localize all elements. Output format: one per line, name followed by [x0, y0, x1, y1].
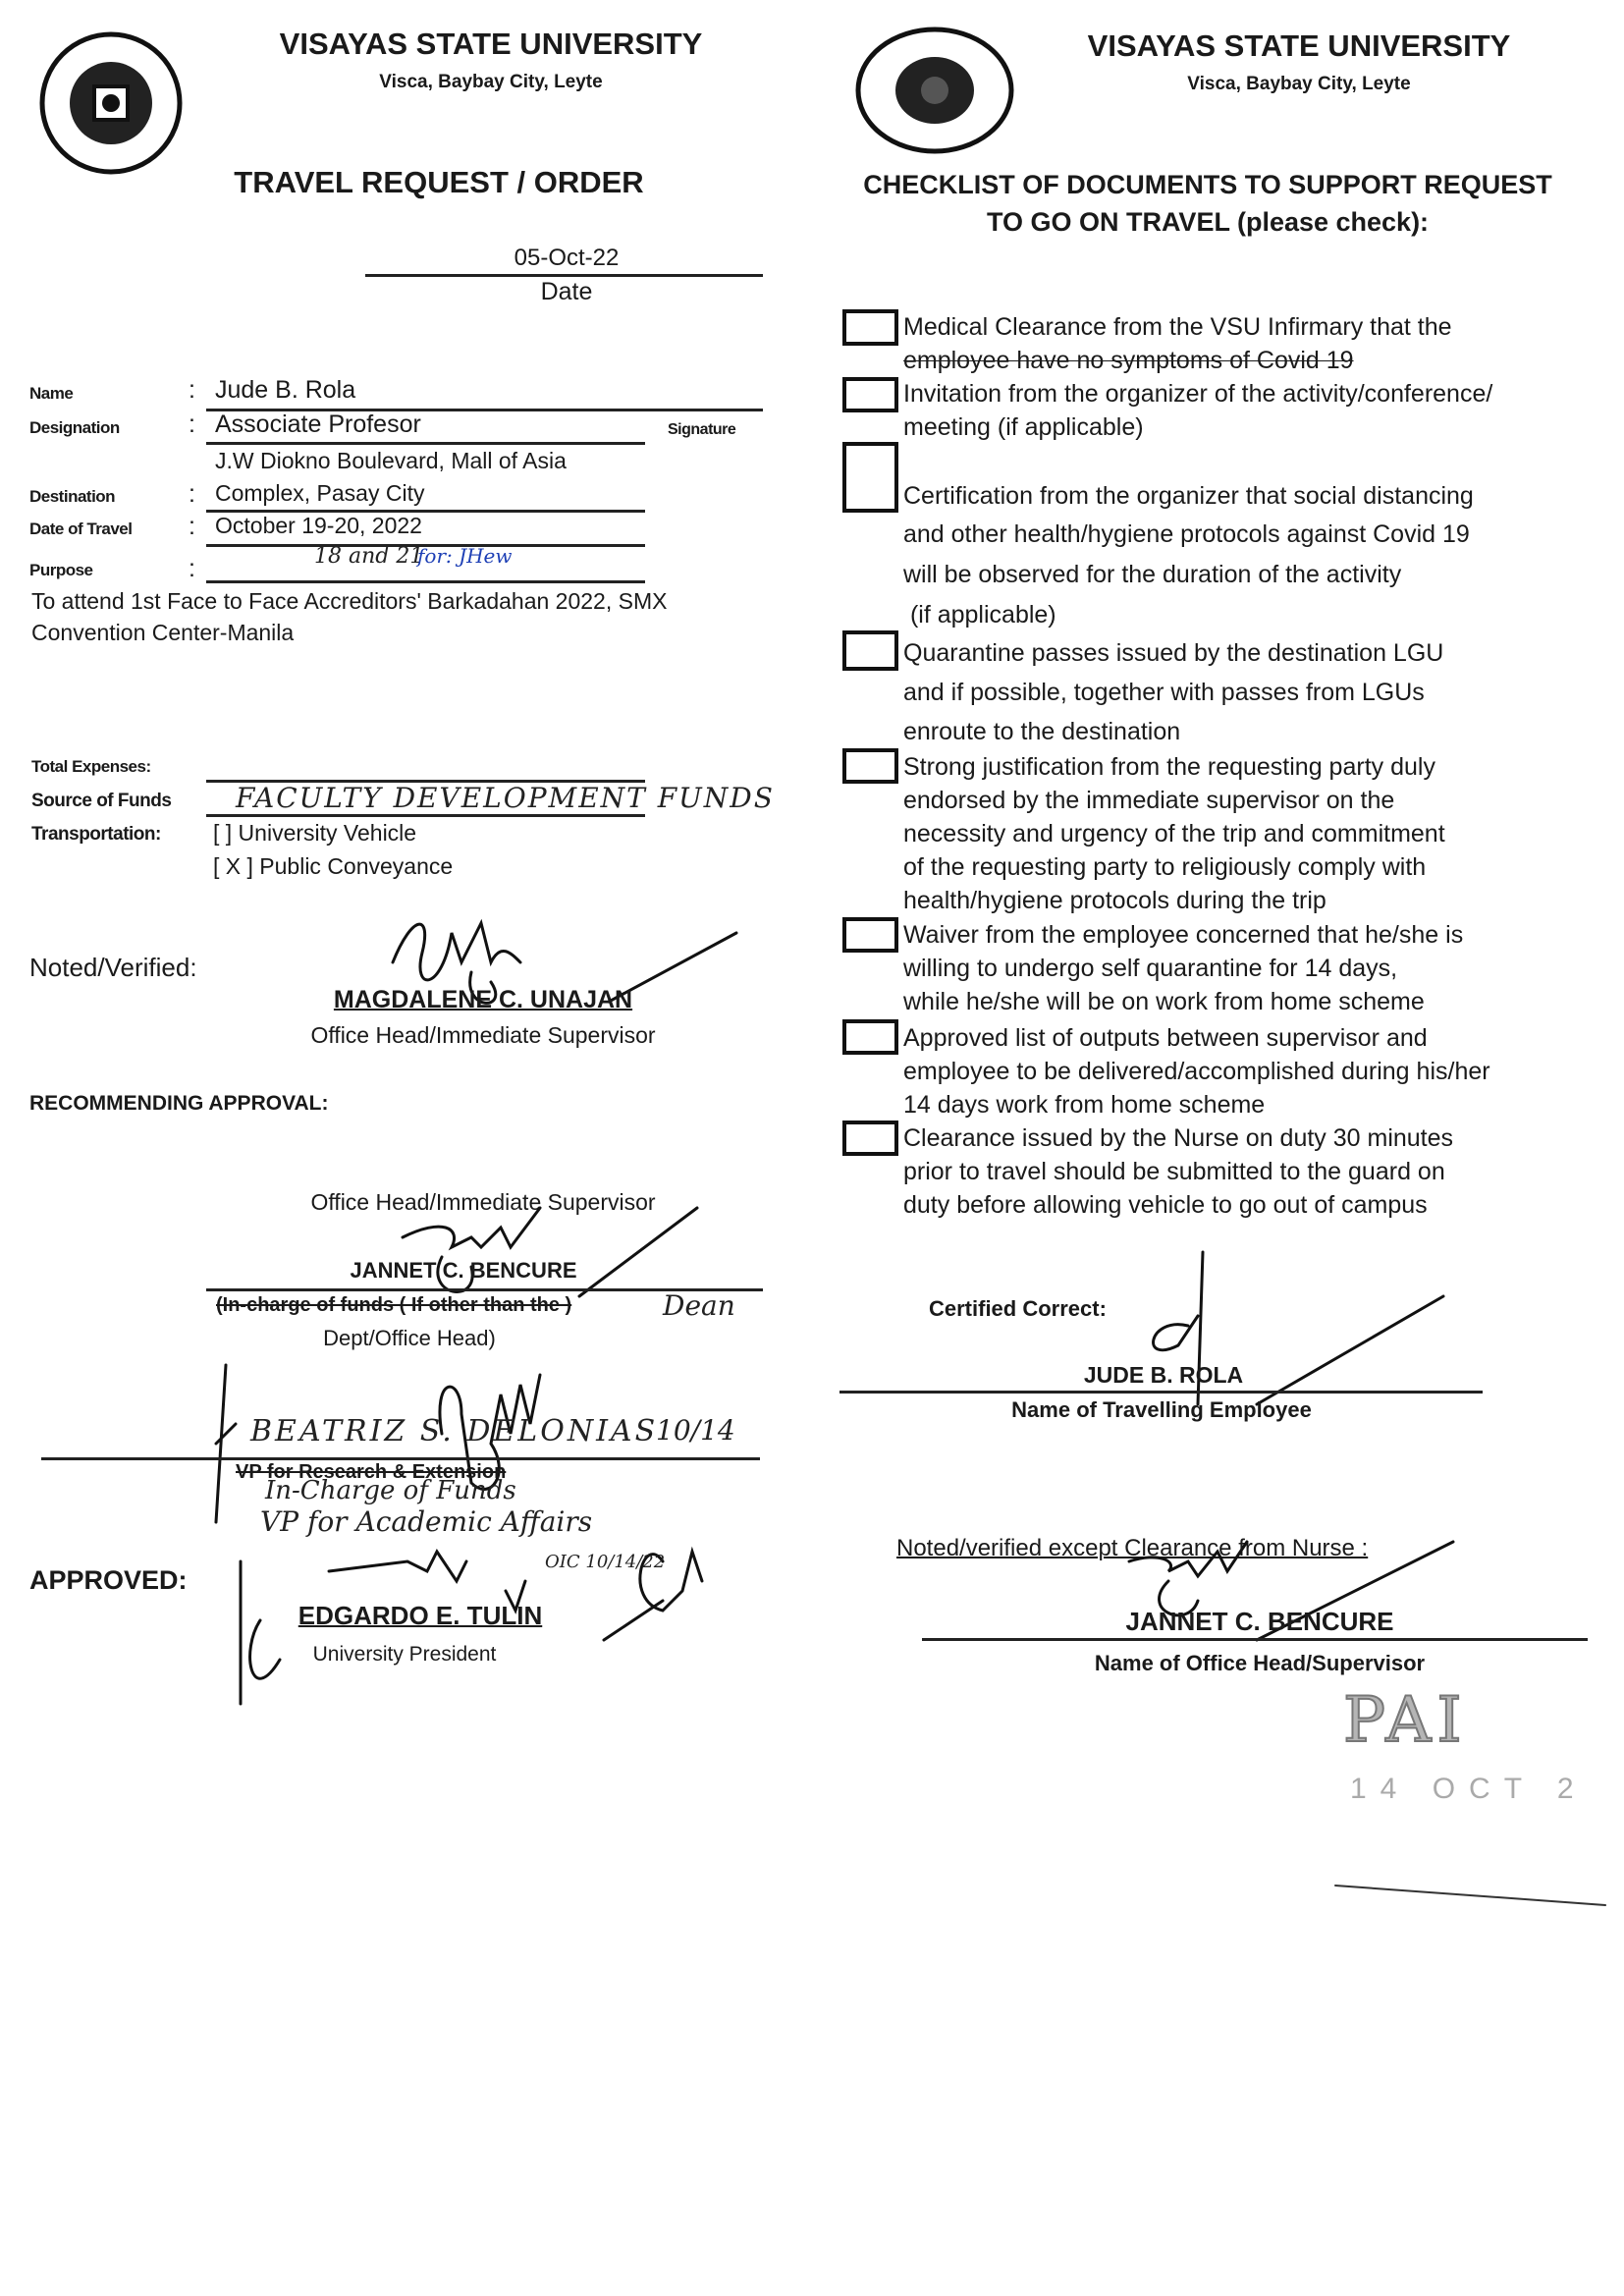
- received-stamp-date: 14 OCT 2: [1350, 1773, 1588, 1805]
- approved-name: EDGARDO E. TULIN: [298, 1601, 543, 1630]
- date-of-travel-handwritten-note: 18 and 21: [314, 544, 424, 569]
- date-of-travel-value: October 19-20, 2022: [215, 513, 422, 538]
- checklist-item-text: will be observed for the duration of the activity: [903, 561, 1402, 588]
- destination-label: Destination: [29, 487, 116, 506]
- option-university-vehicle: [ ] University Vehicle: [213, 820, 417, 846]
- checklist-item-text: willing to undergo self quarantine for 14 days,: [903, 955, 1398, 982]
- designation-value: Associate Profesor: [215, 410, 421, 438]
- checklist-item-text: employee to be delivered/accomplished during his/her: [903, 1058, 1490, 1085]
- recommending-name: JANNET C. BENCURE: [350, 1258, 577, 1283]
- checklist-item-text: and if possible, together with passes from LGUs: [903, 679, 1425, 706]
- date-of-travel-label: Date of Travel: [29, 519, 133, 538]
- checklist-item-text: Waiver from the employee concerned that he/she is: [903, 921, 1464, 949]
- purpose-text-line1: To attend 1st Face to Face Accreditors' Barkadahan 2022, SMX: [31, 588, 668, 614]
- vp-handwritten-role-line1: In-Charge of Funds: [265, 1476, 516, 1505]
- name-label: Name: [29, 384, 74, 403]
- transportation-label: Transportation:: [31, 824, 161, 845]
- recommending-handwritten-dean: Dean: [663, 1289, 735, 1322]
- checklist-item-text: (if applicable): [903, 601, 1056, 629]
- checklist-checkbox-3[interactable]: [842, 442, 898, 513]
- checklist-item-text: meeting (if applicable): [903, 413, 1144, 441]
- checklist-item-2: [903, 377, 1492, 444]
- vp-line: [41, 1457, 760, 1460]
- certified-correct-label: Certified Correct:: [929, 1296, 1107, 1321]
- recommending-approval-label: RECOMMENDING APPROVAL:: [29, 1092, 329, 1115]
- checklist-item-text: enroute to the destination: [903, 718, 1181, 745]
- designation-line: [206, 442, 645, 445]
- checklist-item-1: [903, 310, 1452, 377]
- checklist-title-line2: TO GO ON TRAVEL (please check):: [986, 207, 1430, 237]
- purpose-line: [206, 580, 645, 583]
- checklist-item-text: Medical Clearance from the VSU Infirmary that the: [903, 313, 1452, 341]
- certified-line: [839, 1391, 1483, 1394]
- checklist-item-text: Approved list of outputs between supervisor and: [903, 1024, 1428, 1052]
- noted-role: Office Head/Immediate Supervisor: [310, 1022, 656, 1048]
- checklist-item-8: [903, 1121, 1453, 1222]
- checklist-item-text: necessity and urgency of the trip and commitment: [903, 820, 1445, 847]
- checklist-checkbox-8[interactable]: [842, 1121, 898, 1156]
- vp-handwritten-name: BEATRIZ S. DELONIAS: [250, 1414, 659, 1449]
- checklist-item-text: Clearance issued by the Nurse on duty 30 minutes: [903, 1124, 1454, 1152]
- checklist-item-text: Certification from the organizer that social distancing: [903, 482, 1474, 510]
- left-university-name: VISAYAS STATE UNIVERSITY: [279, 27, 703, 61]
- checklist-item-text: health/hygiene protocols during the trip: [903, 887, 1326, 914]
- checklist-item-3: [903, 477, 1474, 634]
- date-of-travel-colon: :: [189, 513, 195, 540]
- date-of-travel-blue-initials: for: JHew: [417, 544, 513, 568]
- request-date-label: Date: [540, 278, 593, 305]
- right-university-name: VISAYAS STATE UNIVERSITY: [1087, 28, 1511, 63]
- checklist-item-text: duty before allowing vehicle to go out of campus: [903, 1191, 1428, 1219]
- checklist-item-text: endorsed by the immediate supervisor on the: [903, 787, 1395, 814]
- purpose-label: Purpose: [29, 561, 93, 579]
- certified-name: JUDE B. ROLA: [1083, 1362, 1244, 1388]
- total-expenses-label: Total Expenses:: [31, 757, 151, 776]
- vp-handwritten-date: 10/14: [656, 1414, 735, 1447]
- checklist-checkbox-1[interactable]: [842, 309, 898, 346]
- checklist-item-text: Strong justification from the requesting party duly: [903, 753, 1435, 781]
- destination-colon: :: [189, 480, 195, 508]
- approved-role: University President: [312, 1643, 497, 1666]
- destination-value-line1: J.W Diokno Boulevard, Mall of Asia: [215, 448, 567, 473]
- source-of-funds-label: Source of Funds: [31, 791, 172, 811]
- designation-label: Designation: [29, 418, 120, 437]
- certified-signature: [1110, 1247, 1463, 1414]
- approved-handwritten-note: OIC 10/14/22: [545, 1552, 666, 1572]
- stamp-line: [1335, 1881, 1610, 1910]
- checklist-item-text: and other health/hygiene protocols against Covid 19: [903, 520, 1470, 548]
- option-public-conveyance: [ X ] Public Conveyance: [213, 853, 454, 879]
- travel-request-title: TRAVEL REQUEST / ORDER: [234, 165, 644, 199]
- signature-label: Signature: [668, 421, 736, 438]
- name-colon: :: [189, 376, 195, 404]
- vp-handwritten-role-line2: VP for Academic Affairs: [260, 1505, 593, 1538]
- purpose-text-line2: Convention Center-Manila: [31, 620, 295, 645]
- left-university-address: Visca, Baybay City, Leyte: [379, 72, 603, 92]
- noted-verified-label: Noted/Verified:: [29, 953, 197, 982]
- right-noted-label: Noted/verified except Clearance from Nurse :: [896, 1535, 1369, 1561]
- checklist-item-4: [903, 633, 1443, 751]
- request-date-value: 05-Oct-22: [514, 245, 620, 271]
- checklist-item-text: employee have no symptoms of Covid 19: [903, 347, 1354, 374]
- checklist-item-text: 14 days work from home scheme: [903, 1091, 1266, 1119]
- checklist-item-7: [903, 1021, 1490, 1121]
- checklist-checkbox-6[interactable]: [842, 917, 898, 953]
- checklist-item-6: [903, 918, 1463, 1018]
- left-university-seal: [37, 29, 185, 177]
- approved-label: APPROVED:: [29, 1565, 188, 1595]
- checklist-checkbox-7[interactable]: [842, 1019, 898, 1055]
- received-stamp: PAI: [1343, 1684, 1468, 1757]
- designation-colon: :: [189, 410, 195, 438]
- checklist-title-line1: CHECKLIST OF DOCUMENTS TO SUPPORT REQUEST: [863, 170, 1552, 199]
- source-of-funds-value: FACULTY DEVELOPMENT FUNDS: [236, 782, 775, 814]
- recommending-role-bottom: Dept/Office Head): [323, 1326, 496, 1350]
- checklist-item-text: of the requesting party to religiously comply with: [903, 853, 1427, 881]
- checklist-checkbox-4[interactable]: [842, 630, 898, 671]
- purpose-colon: :: [189, 555, 195, 582]
- date-line: [365, 274, 763, 277]
- right-university-seal: [854, 27, 1016, 154]
- name-value: Jude B. Rola: [215, 376, 356, 404]
- checklist-item-text: Invitation from the organizer of the activity/conference/: [903, 380, 1493, 408]
- noted-name: MAGDALENE C. UNAJAN: [333, 986, 633, 1013]
- checklist-checkbox-5[interactable]: [842, 748, 898, 784]
- checklist-checkbox-2[interactable]: [842, 377, 898, 412]
- right-noted-role: Name of Office Head/Supervisor: [1094, 1651, 1426, 1675]
- checklist-item-text: Quarantine passes issued by the destination LGU: [903, 639, 1444, 667]
- checklist-item-text: prior to travel should be submitted to the guard on: [903, 1158, 1445, 1185]
- destination-value-line2: Complex, Pasay City: [215, 480, 425, 506]
- right-noted-name: JANNET C. BENCURE: [1125, 1607, 1394, 1636]
- vp-struck-role: VP for Research & Extension: [236, 1461, 507, 1483]
- checklist-item-text: while he/she will be on work from home scheme: [903, 988, 1425, 1015]
- checklist-item-5: [903, 750, 1445, 917]
- right-university-address: Visca, Baybay City, Leyte: [1187, 74, 1411, 94]
- recommending-role-top: Office Head/Immediate Supervisor: [310, 1189, 656, 1215]
- certified-role: Name of Travelling Employee: [1011, 1397, 1312, 1422]
- source-of-funds-line: [206, 814, 645, 817]
- right-noted-line: [922, 1638, 1588, 1641]
- recommending-struck-text: (In-charge of funds ( If other than the ): [216, 1294, 572, 1316]
